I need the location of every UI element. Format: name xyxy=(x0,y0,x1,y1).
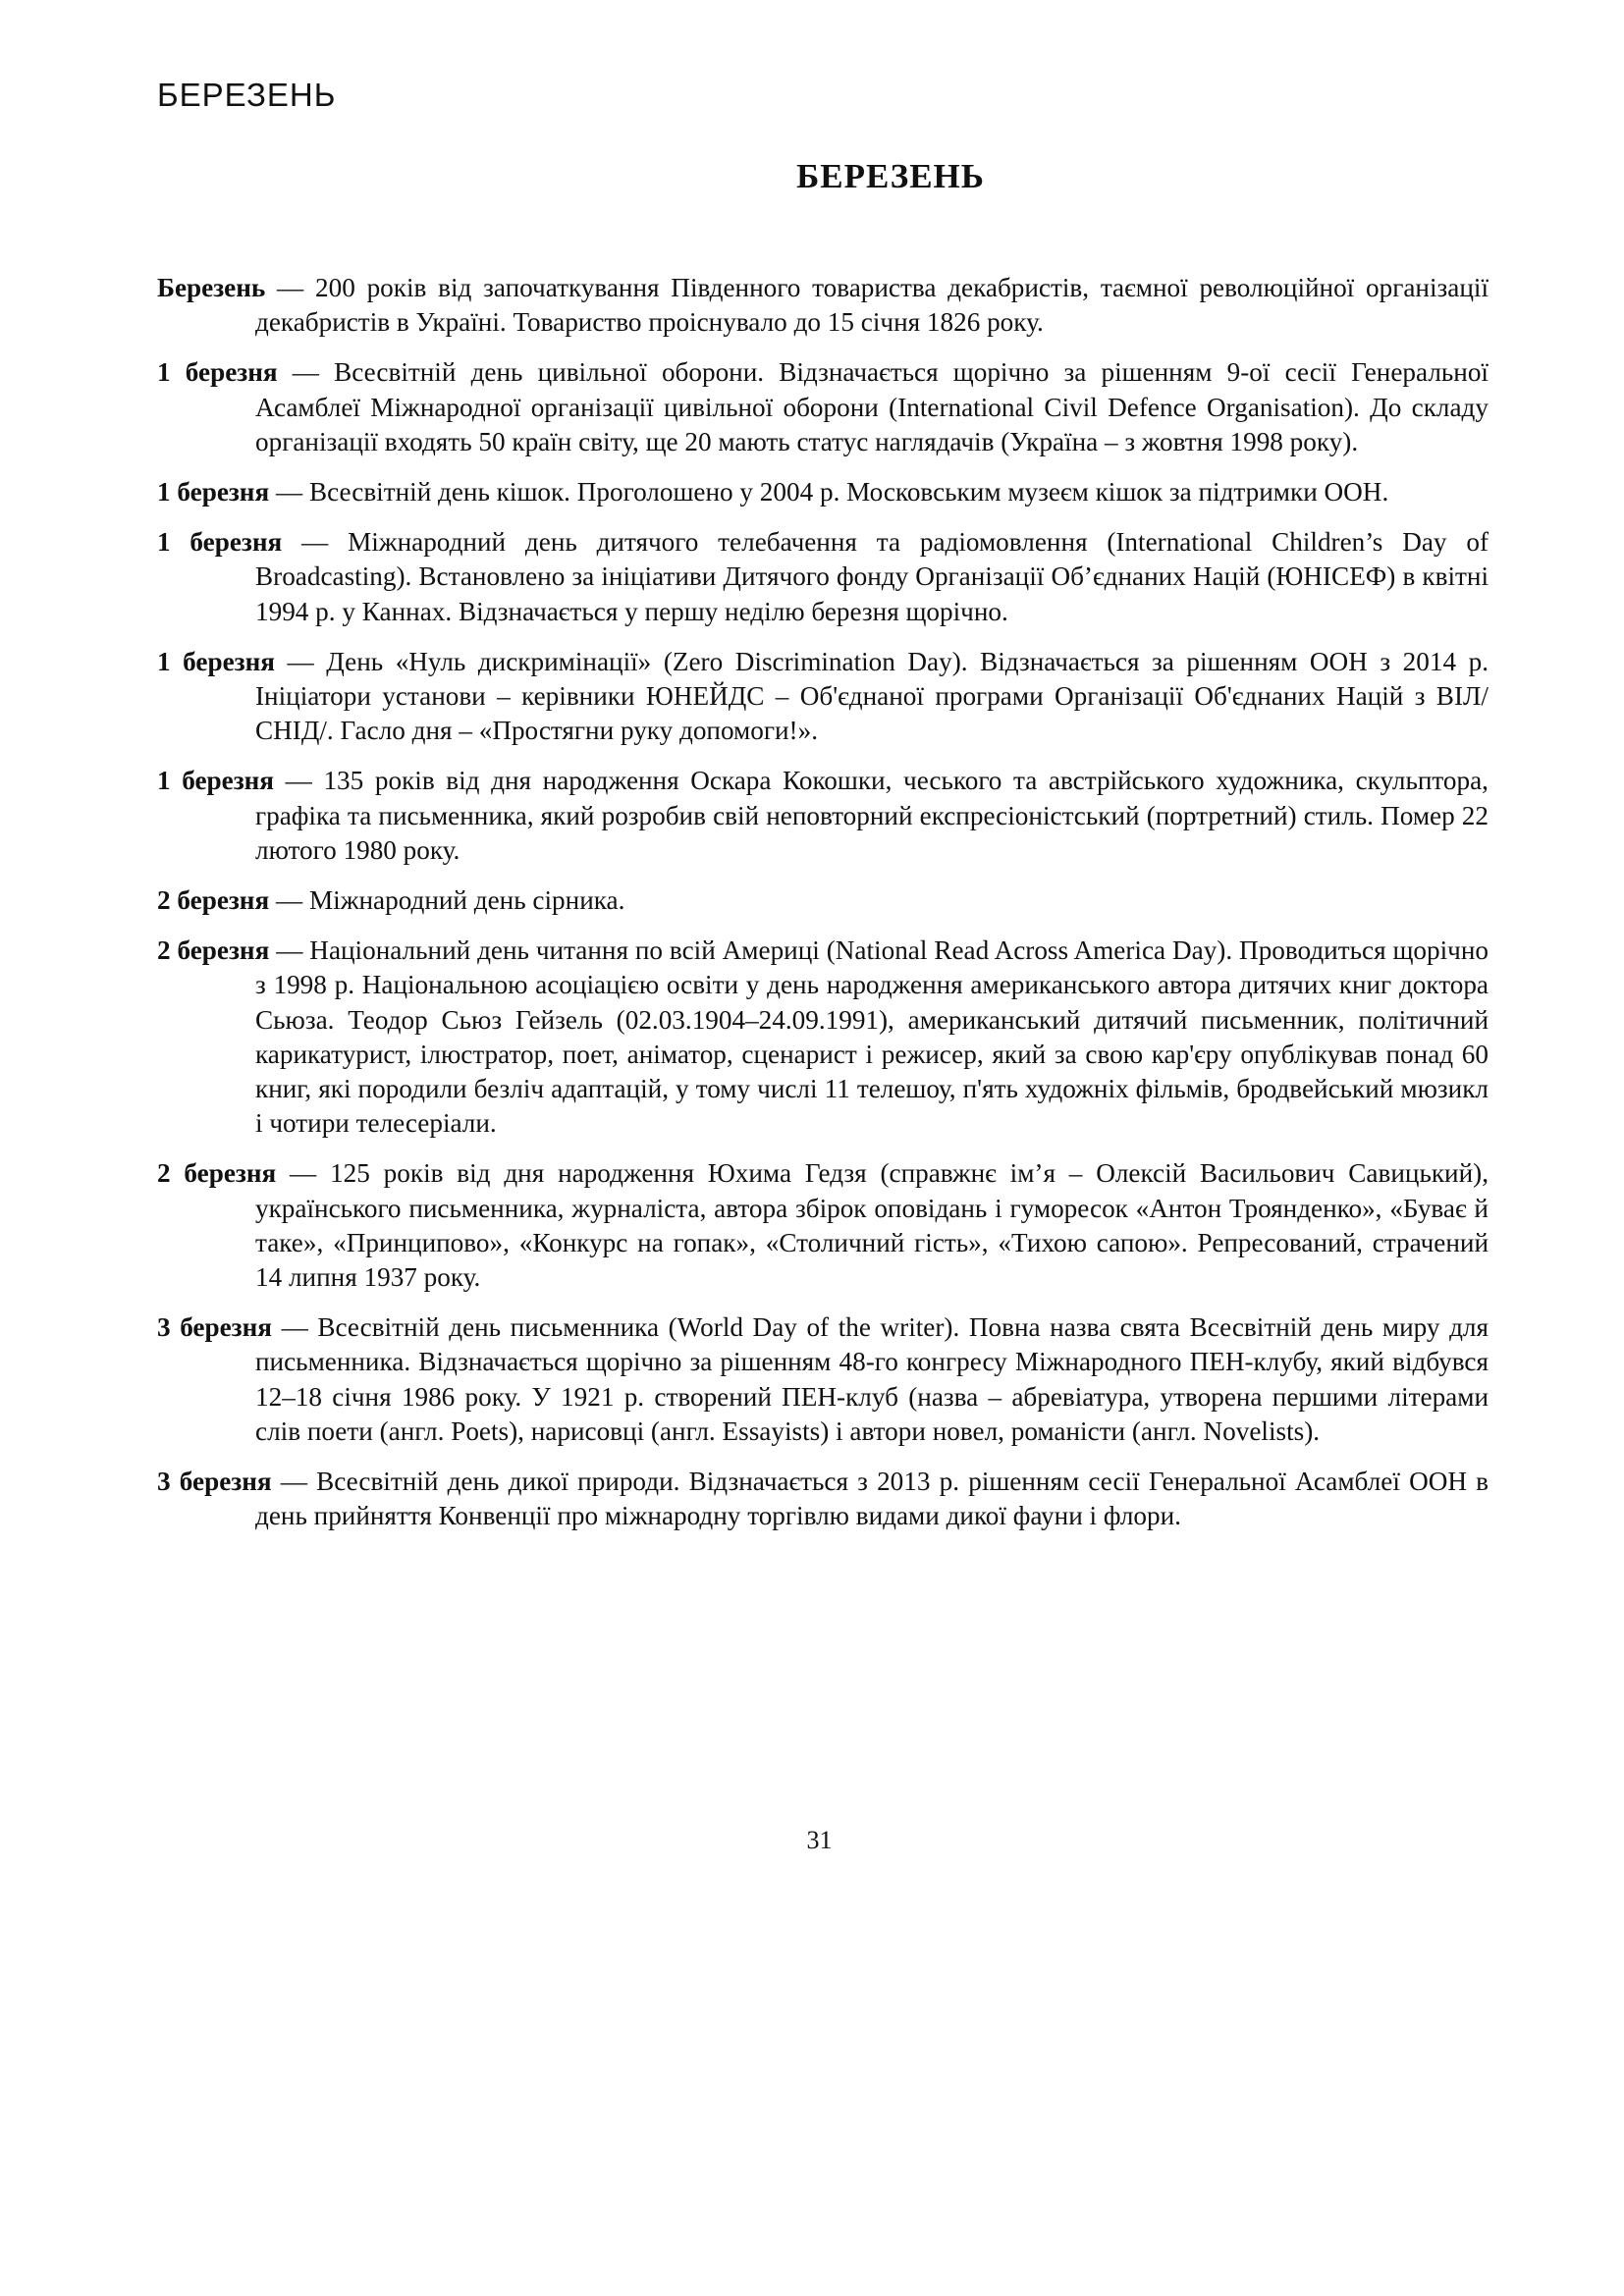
calendar-entry xyxy=(157,645,1489,749)
page-title: БЕРЕЗЕНЬ xyxy=(796,157,985,195)
calendar-entry xyxy=(157,1310,1489,1449)
entry-date: 1 березня xyxy=(157,766,275,796)
calendar-entry xyxy=(157,271,1489,340)
entry-text: — Міжнародний день дитячого телебачення та радіомовлення (International Children’s Day of Broadcasting). Встановлено за ініціативи Дитячого фонду Організації Об’єднаних Націй (ЮНІСЕФ) в квітні 1994 р. у Каннах. Відзначається у першу неділю березня щорічно. xyxy=(255,527,1489,626)
calendar-entry xyxy=(157,883,1489,918)
entry-text: — Всесвітній день дикої природи. Відзначається з 2013 р. рішенням сесії Генеральної Асамблеї ООН в день прийняття Конвенції про міжнародну торгівлю видами дикої фауни і флори. xyxy=(255,1467,1489,1531)
entry-date: 3 березня xyxy=(157,1312,272,1343)
calendar-entry xyxy=(157,1465,1489,1533)
calendar-entry xyxy=(157,934,1489,1141)
entry-text: — Всесвітній день цивільної оборони. Відзначається щорічно за рішенням 9-ої сесії Генеральної Асамблеї Міжнародної організації цивільної оборони (International Civil Defence Organisation). До складу організації входять 50 країн світу, ще 20 мають статус наглядачів (Україна – з жовтня 1998 року). xyxy=(255,357,1489,456)
calendar-entry xyxy=(157,1156,1489,1295)
entry-text: — Міжнародний день сірника. xyxy=(269,885,625,916)
calendar-entry xyxy=(157,764,1489,868)
entry-date: 2 березня xyxy=(157,885,270,916)
entry-date: 1 березня xyxy=(157,357,278,388)
calendar-entry xyxy=(157,525,1489,629)
entry-date: 1 березня xyxy=(157,527,283,558)
calendar-entry xyxy=(157,475,1489,509)
entry-text: — 135 років від дня народження Оскара Кокошки, чеського та австрійського художника, скульптора, графіка та письменника, який розробив свій неповторний експресіоністський (портретний) стиль. Помер 22 лютого 1980 року. xyxy=(255,766,1489,865)
entry-text: — Всесвітній день письменника (World Day of the writer). Повна назва свята Всесвітній день миру для письменника. Відзначається щорічно за рішенням 48-го конгресу Міжнародного ПЕН-клубу, який відбувся 12–18 січня 1986 року. У 1921 р. створений ПЕН-клуб (назва – абревіатура, утворена першими літерами слів поети (англ. Poets), нарисовці (англ. Essayists) і автори новел, романісти (англ. Novelists). xyxy=(255,1312,1489,1446)
calendar-entry xyxy=(157,355,1489,459)
entry-text: — Національний день читання по всій Америці (National Read Across America Day). Проводиться щорічно з 1998 р. Національною асоціацією освіти у день народження американського автора дитячих книг доктора Сьюза. Теодор Сьюз Гейзель (02.03.1904–24.09.1991), американський дитячий письменник, політичний карикатурист, ілюстратор, поет, аніматор, сценарист і режисер, який за свою кар'єру опублікував понад 60 книг, які породили безліч адаптацій, у тому числі 11 телешоу, п'ять художніх фільмів, бродвейський мюзикл і чотири телесеріали. xyxy=(255,935,1489,1139)
entry-text: — 125 років від дня народження Юхима Гедзя (справжнє ім’я – Олексій Васильович Савицький), українського письменника, журналіста, автора збірок оповідань і гуморесок «Антон Троянденко», «Буває й таке», «Принципово», «Конкурс на гопак», «Столичний гість», «Тихою сапою». Репресований, страчений 14 липня 1937 року. xyxy=(255,1158,1489,1293)
entry-text: — День «Нуль дискримінації» (Zero Discrimination Day). Відзначається за рішенням ООН з 2014 р. Ініціатори установи – керівники ЮНЕЙДС – Об'єднаної програми Організації Об'єднаних Націй з ВІЛ/СНІД/. Гасло дня – «Простягни руку допомоги!». xyxy=(255,646,1489,746)
entry-date: 1 березня xyxy=(157,646,275,676)
entry-date: 2 березня xyxy=(157,935,270,966)
calendar-entries xyxy=(157,271,1489,1550)
page-number: 31 xyxy=(806,1826,833,1854)
entry-date: 3 березня xyxy=(157,1467,272,1497)
running-head: БЕРЕЗЕНЬ xyxy=(157,77,337,113)
entry-date: 2 березня xyxy=(157,1158,277,1189)
entry-text: — 200 років від започаткування Південного товариства декабристів, таємної революційної організації декабристів в Україні. Товариство проіснувало до 15 січня 1826 року. xyxy=(255,273,1489,338)
entry-date: 1 березня xyxy=(157,477,270,507)
entry-date: Березень xyxy=(157,273,266,302)
entry-text: — Всесвітній день кішок. Проголошено у 2004 р. Московським музеєм кішок за підтримки ООН. xyxy=(269,477,1389,507)
